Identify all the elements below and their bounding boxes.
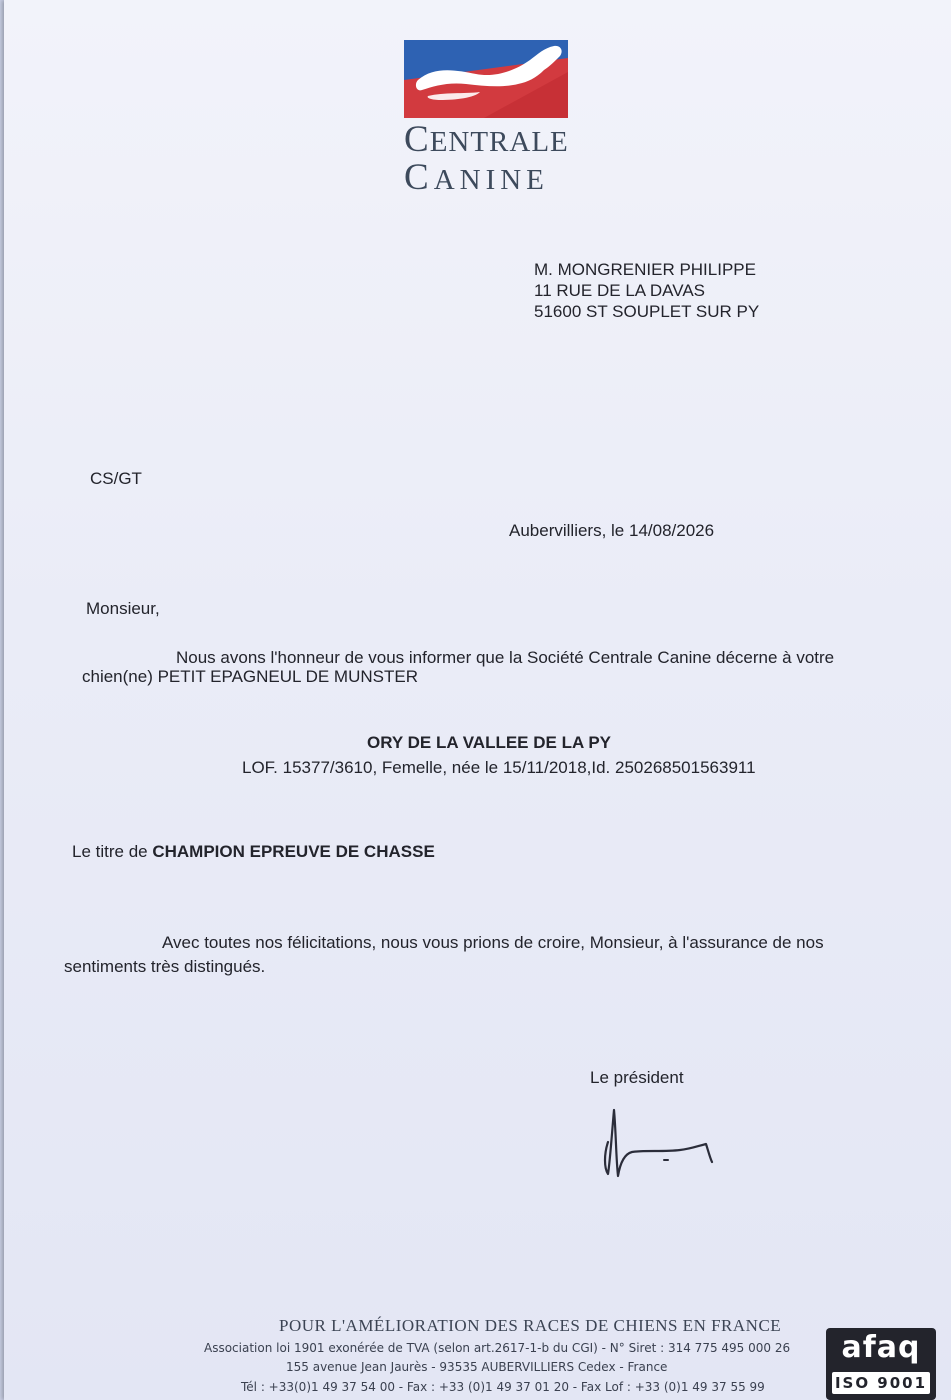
footer-phone: Tél : +33(0)1 49 37 54 00 - Fax : +33 (0)1 49 37 01 20 - Fax Lof : +33 (0)1 49 37 55 99 xyxy=(241,1380,765,1394)
afaq-certification-badge xyxy=(826,1328,936,1400)
recipient-name: M. MONGRENIER PHILIPPE xyxy=(534,260,756,279)
title-value: CHAMPION EPREUVE DE CHASSE xyxy=(152,842,435,861)
closing-line-2: sentiments très distingués. xyxy=(64,957,266,976)
afaq-brand: afaq xyxy=(841,1330,921,1365)
closing-line-1: Avec toutes nos félicitations, nous vous prions de croire, Monsieur, à l'assurance de nos xyxy=(162,933,824,952)
iso-standard: ISO 9001 xyxy=(832,1372,930,1394)
intro-line-2: chien(ne) PETIT EPAGNEUL DE MUNSTER xyxy=(82,667,418,686)
dog-details: LOF. 15377/3610, Femelle, née le 15/11/2018,Id. 250268501563911 xyxy=(242,758,756,777)
signature-icon xyxy=(594,1102,724,1182)
recipient-street: 11 RUE DE LA DAVAS xyxy=(534,281,706,300)
brand-name-line2: CANINE xyxy=(404,157,549,198)
recipient-city: 51600 ST SOUPLET SUR PY xyxy=(534,302,760,321)
footer-motto: POUR L'AMÉLIORATION DES RACES DE CHIENS EN FRANCE xyxy=(279,1316,782,1335)
signatory-title: Le président xyxy=(590,1068,684,1087)
salutation: Monsieur, xyxy=(86,599,160,618)
footer-address: 155 avenue Jean Jaurès - 93535 AUBERVILLIERS Cedex - France xyxy=(286,1360,668,1374)
date-line: Aubervilliers, le 14/08/2026 xyxy=(509,521,715,540)
footer-association: Association loi 1901 exonérée de TVA (selon art.2617-1-b du CGI) - N° Siret : 314 775 495 000 26 xyxy=(204,1341,791,1355)
letter-page xyxy=(4,0,951,1400)
title-prefix: Le titre de xyxy=(72,842,148,861)
title-line xyxy=(72,842,435,862)
centrale-canine-logo-icon xyxy=(404,40,568,118)
brand-name-line1: CENTRALE xyxy=(404,119,569,160)
intro-line-1: Nous avons l'honneur de vous informer que la Société Centrale Canine décerne à votre xyxy=(176,648,835,667)
dog-name: ORY DE LA VALLEE DE LA PY xyxy=(367,733,612,752)
reference-code: CS/GT xyxy=(90,469,142,488)
